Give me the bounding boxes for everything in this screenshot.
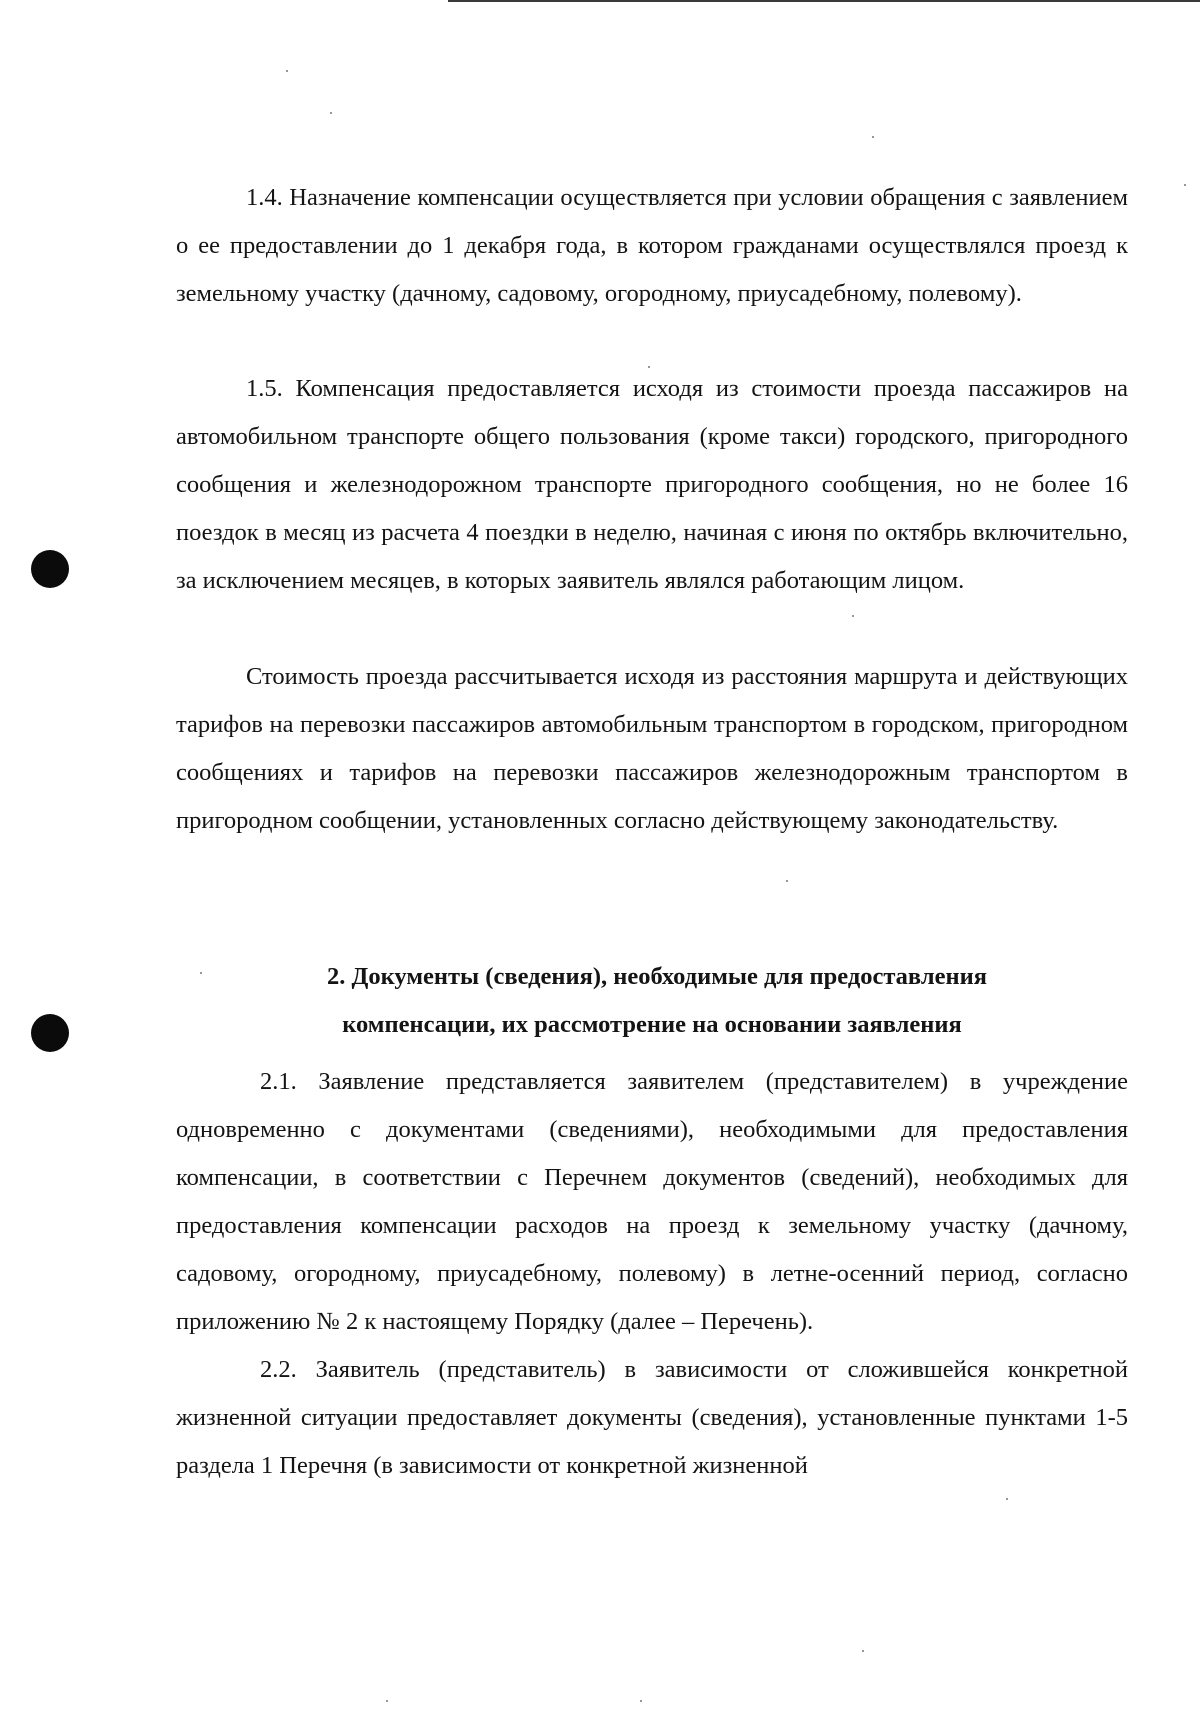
scan-speck <box>852 615 854 617</box>
scan-speck <box>330 112 332 114</box>
scan-speck <box>648 366 650 368</box>
scan-speck <box>200 972 202 974</box>
scan-speck <box>862 1650 864 1652</box>
paragraph-2-1: 2.1. Заявление представляется заявителем (представителем) в учреждение одновременно с документами (сведениями), необходимыми для предоставления компенсации, в соответствии с Перечнем документов (сведений), необходимых для предоставления компенсации расходов на проезд к земельному участку (дачному, садовому, огородному, приусадебному, полевому) в летне-осенний период, согласно приложению № 2 к настоящему Порядку (далее – Перечень). <box>176 1068 1128 1335</box>
paragraph-1-5-travel-cost: Стоимость проезда рассчитывается исходя из расстояния маршрута и действующих тарифов на перевозки пассажиров автомобильным транспортом в городском, пригородном сообщениях и тарифов на перевозки пассажиров железнодорожным транспортом в пригородном сообщении, установленных согласно действующему законодательству. <box>176 663 1128 834</box>
section-2-heading-line-2: компенсации, их рассмотрение на основании заявления <box>342 1011 962 1038</box>
paragraph-1-4: 1.4. Назначение компенсации осуществляется при условии обращения с заявлением о ее предоставлении до 1 декабря года, в котором гражданами осуществлялся проезд к земельному участку (дачному, садовому, огородному, приусадебному, полевому). <box>176 184 1128 307</box>
scan-speck <box>786 880 788 882</box>
scan-speck <box>640 1700 642 1702</box>
scan-speck <box>286 70 288 72</box>
paragraph-2-2: 2.2. Заявитель (представитель) в зависимости от сложившейся конкретной жизненной ситуации предоставляет документы (сведения), установленные пунктами 1-5 раздела 1 Перечня (в зависимости от конкретной жизненной <box>176 1356 1128 1479</box>
scan-speck <box>1006 1498 1008 1500</box>
scan-speck <box>386 1700 388 1702</box>
punch-hole-lower <box>31 1014 69 1052</box>
section-2-heading-line-1: 2. Документы (сведения), необходимые для предоставления <box>327 963 987 990</box>
section-2-heading <box>176 953 1128 1049</box>
punch-hole-upper <box>31 550 69 588</box>
scan-speck <box>1184 184 1186 186</box>
paragraph-1-5: 1.5. Компенсация предоставляется исходя из стоимости проезда пассажиров на автомобильном транспорте общего пользования (кроме такси) городского, пригородного сообщения и железнодорожном транспорте пригородного сообщения, но не более 16 поездок в месяц из расчета 4 поездки в неделю, начиная с июня по октябрь включительно, за исключением месяцев, в которых заявитель являлся работающим лицом. <box>176 375 1128 594</box>
top-edge-line <box>448 0 1200 2</box>
scan-speck <box>872 136 874 138</box>
